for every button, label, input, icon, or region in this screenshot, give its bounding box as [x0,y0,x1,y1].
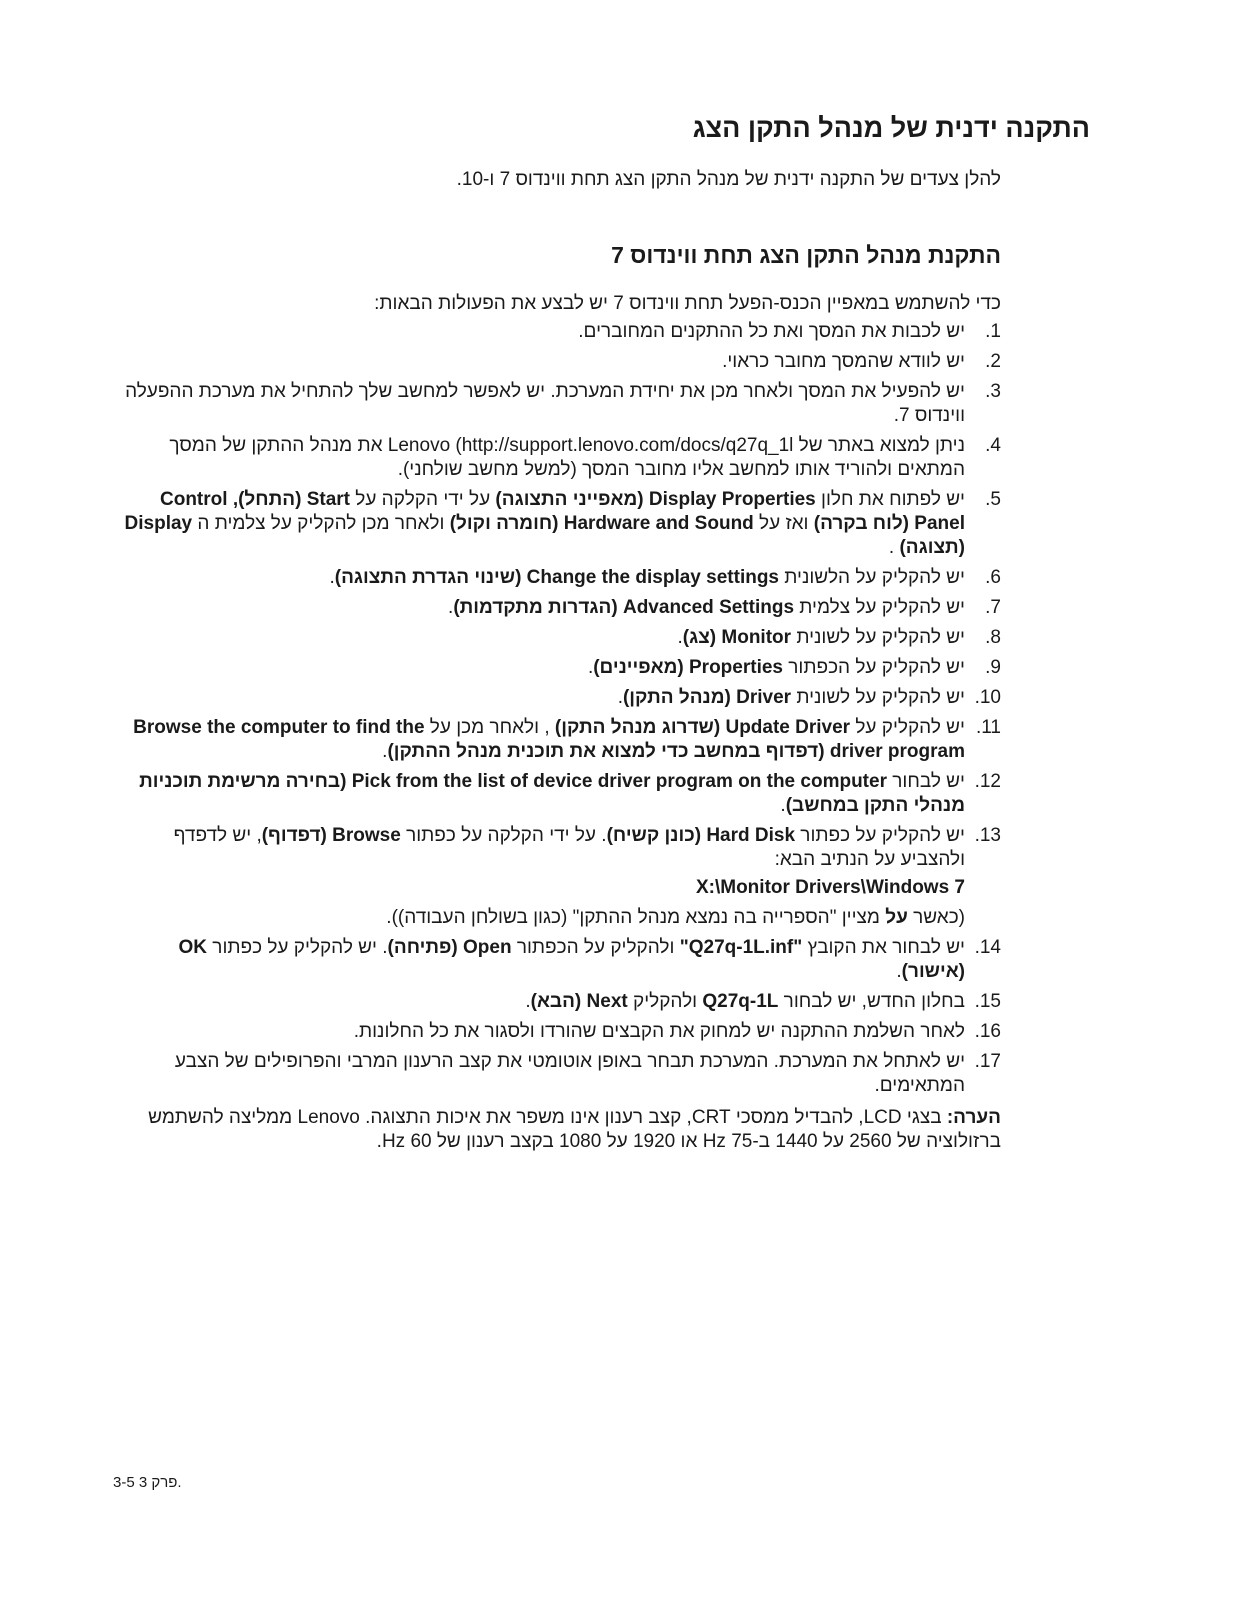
step-text: יש לכבות את המסך ואת כל ההתקנים המחוברים. [578,321,965,342]
list-item [121,320,1001,344]
step-text-part: יש להקליק על כפתור [795,825,965,846]
step-number: 6. [985,567,1001,588]
intro-paragraph: להלן צעדים של התקנה ידנית של מנהל התקן הצג תחת ווינדוס 7 ו-10. [456,169,1001,190]
step-number: 11. [975,717,1001,738]
step-text-part: . [329,567,335,588]
list-item [121,626,1001,650]
step-text-part: . [780,795,786,816]
step-number: 8. [985,627,1001,648]
step-number: 16. [974,1021,1001,1042]
ui-term: Monitor (צג) [682,627,792,648]
list-item [121,380,1001,428]
ui-term: "Q27q-1L.inf" [679,937,803,958]
step-text-part: , יש לדפדף ולהצביע על הנתיב הבא: [173,825,965,870]
ui-term: Browse the computer to find the driver program (דפדוף במחשב כדי למצוא את תוכנית מנהל ההתקן) [133,717,965,762]
step-text-part: יש להקליק על הכפתור [782,657,965,678]
step-text-part: יש לפתוח את חלון [815,489,965,510]
ui-term: Pick from the list of device driver program on the computer (בחירה מרשימת תוכניות מנהלי התקן במחשב) [139,771,965,816]
page-footer: 3-5 פרק 3. [113,1474,182,1491]
list-item [121,350,1001,374]
step-number: 4. [985,435,1001,456]
step-text-part: . יש להקליק על כפתור [207,937,388,958]
ui-term: Driver (מנהל התקן) [622,687,792,708]
list-item [121,566,1001,590]
list-item [121,656,1001,680]
note-text: בצגי LCD, להבדיל ממסכי CRT, קצב רענון אינו משפר את איכות התצוגה. Lenovo ממליצה להשתמש ברזולוציה של 2560 על 1440 ב-Hz 75 או 1920 על 1080 בקצב רענון של Hz 60. [148,1107,1001,1152]
step-text-part: ולאחר מכן להקליק על צלמית ה [192,513,450,534]
step-text: לאחר השלמת ההתקנה יש למחוק את הקבצים שהורדו ולסגור את כל החלונות. [353,1021,965,1042]
step-text-part: . [382,741,388,762]
note-label: הערה: [946,1107,1001,1128]
step-number: 17. [974,1051,1001,1072]
document-page [121,108,1090,1154]
step-text-part: ולהקליק על הכפתור [511,937,680,958]
list-item [121,434,1001,482]
ui-term: Control Panel (לוח בקרה) [160,489,965,534]
step-number: 5. [985,489,1001,510]
section-lead: כדי להשתמש במאפיין הכנס-הפעל תחת ווינדוס 7 יש לבצע את הפעולות הבאות: [374,293,1001,314]
ui-term: Next (הבא) [530,991,628,1012]
steps-list [121,320,1001,1098]
note-paragraph [121,1106,1001,1154]
list-item [121,716,1001,764]
ui-term: Browse (דפדוף) [261,825,401,846]
path-note [121,906,965,930]
step-text-part: . על ידי הקלקה על כפתור [400,825,607,846]
step-text: ניתן למצוא באתר של Lenovo (http://support.lenovo.com/docs/q27q_1l את מנהל ההתקן של המסך המתאים ולהוריד אותו למחשב אליו מחובר המסך (למשל מחשב שולחני). [169,435,965,480]
step-text-part: ולהקליק [627,991,703,1012]
list-item [121,1050,1001,1098]
ui-term: Properties (מאפיינים) [593,657,783,678]
step-number: 12. [974,771,1001,792]
ui-term: Hard Disk (כונן קשיח) [606,825,796,846]
list-item [121,596,1001,620]
step-text-part: יש להקליק על לשונית [791,627,965,648]
step-text-part: . [448,597,454,618]
step-text-part: . [587,657,594,678]
step-text-part: , ולאחר מכן על [424,717,555,738]
step-text-part: . [677,627,683,648]
ui-term: OK (אישור) [178,937,965,982]
step-number: 3. [985,381,1001,402]
driver-path: X:\Monitor Drivers\Windows 7 [695,877,965,898]
list-item [121,990,1001,1014]
step-number: 2. [985,351,1001,372]
step-number: 14. [974,937,1001,958]
step-text-part: בחלון החדש, יש לבחור [778,991,965,1012]
path-note-part: מציין "הספרייה בה נמצא מנהל ההתקן" (כגון בשולחן העבודה)). [386,907,886,928]
ui-term: Display (תצוגה) [124,513,965,558]
list-item [121,488,1001,560]
path-note-term: על [885,907,908,928]
ui-term: Display Properties (מאפייני התצוגה) [495,489,816,510]
step-text-part: יש להקליק על הלשונית [779,567,965,588]
step-text: יש לוודא שהמסך מחובר כראוי. [722,351,965,372]
step-number: 13. [974,825,1001,846]
step-text-part: . [525,991,531,1012]
ui-term: Change the display settings (שינוי הגדרת התצוגה) [334,567,779,588]
page-title: התקנה ידנית של מנהל התקן הצג [692,113,1090,143]
list-item [121,824,1001,930]
step-number: 10. [974,687,1001,708]
step-text-part: . [888,537,900,558]
list-item [121,686,1001,710]
ui-term: Hardware and Sound (חומרה וקול) [449,513,754,534]
step-number: 9. [985,657,1001,678]
step-text-part: ואז על [753,513,814,534]
step-text-part: . [896,961,902,982]
ui-term: Advanced Settings (הגדרות מתקדמות) [453,597,795,618]
list-item [121,770,1001,818]
step-number: 1. [985,321,1001,342]
list-item [121,1020,1001,1044]
step-text-part: יש להקליק על [850,717,965,738]
step-number: 7. [985,597,1001,618]
section-heading: התקנת מנהל התקן הצג תחת ווינדוס 7 [611,242,1001,268]
path-note-part: (כאשר [907,907,965,928]
step-text-part: יש להקליק על לשונית [791,687,965,708]
step-text-part: יש לבחור את הקובץ [802,937,965,958]
ui-term: Open (פתיחה) [387,937,512,958]
step-text: יש להפעיל את המסך ולאחר מכן את יחידת המערכת. יש לאפשר למחשב שלך להתחיל את מערכת ההפעלה ווינדוס 7. [125,381,965,426]
ui-term: Update Driver (שדרוג מנהל התקן) [554,717,851,738]
step-text-part: יש להקליק על צלמית [794,597,965,618]
step-text-part: יש לבחור [886,771,965,792]
ui-term: Start (התחל), [232,489,350,510]
ui-term: Q27q-1L [702,991,779,1012]
list-item [121,936,1001,984]
step-text-part: על ידי הקלקה על [349,489,496,510]
step-text: יש לאתחל את המערכת. המערכת תבחר באופן אוטומטי את קצב הרענון המרבי והפרופילים של הצבע המתאימים. [174,1051,965,1096]
step-text-part: . [617,687,623,708]
step-number: 15. [974,991,1001,1012]
